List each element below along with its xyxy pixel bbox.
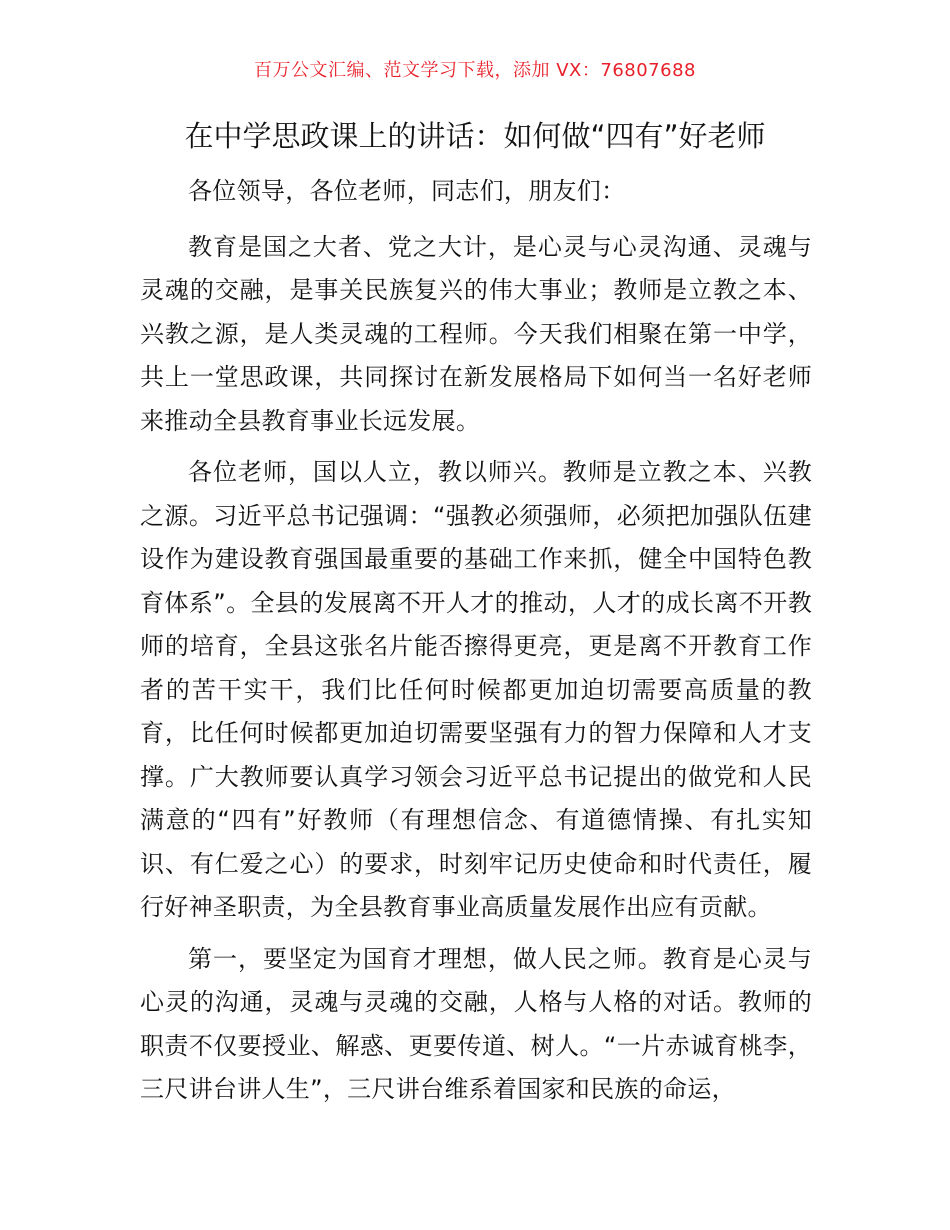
greeting-paragraph: 各位领导，各位老师，同志们，朋友们： [188,177,626,205]
document-title: 在中学思政课上的讲话：如何做“四有”好老师 [184,119,766,153]
body-paragraph-2: 各位老师，国以人立，教以师兴。教师是立教之本、兴教之源。习近平总书记强调：“强教必须强师，必须把加强队伍建设作为建设教育强国最重要的基础工作来抓，健全中国特色教育体系”。全县的发展离不开人才的推动，人才的成长离不开教师的培育，全县这张名片能否擦得更亮，更是离不开教育工作者的苦干实干，我们比任何时候都更加迫切需要高质量的教育，比任何时候都更加迫切需要坚强有力的智力保障和人才支撑。广大教师要认真学习领会习近平总书记提出的做党和人民满意的“四有”好教师（有理想信念、有道德情操、有扎实知识、有仁爱之心）的要求，时刻牢记历史使命和时代责任，履行好神圣职责，为全县教育事业高质量发展作出应有贡献。 [140,458,812,921]
watermark-header: 百万公文汇编、范文学习下载，添加 VX：76807688 [254,60,696,81]
body-paragraph-3: 第一，要坚定为国育才理想，做人民之师。教育是心灵与心灵的沟通，灵魂与灵魂的交融，人格与人格的对话。教师的职责不仅要授业、解惑、更要传道、树人。“一片赤诚育桃李，三尺讲台讲人生”，三尺讲台维系着国家和民族的命运， [140,944,812,1103]
body-paragraph-1: 教育是国之大者、党之大计，是心灵与心灵沟通、灵魂与灵魂的交融，是事关民族复兴的伟大事业；教师是立教之本、兴教之源，是人类灵魂的工程师。今天我们相聚在第一中学，共上一堂思政课，共同探讨在新发展格局下如何当一名好老师来推动全县教育事业长远发展。 [140,232,812,435]
document-body [140,170,812,1120]
